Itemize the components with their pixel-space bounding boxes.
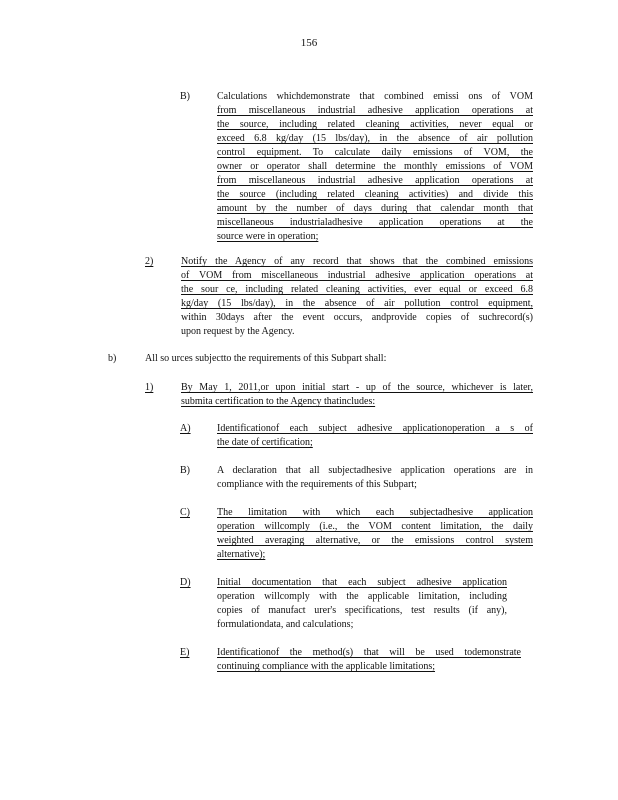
text-line: operation willcomply (i.e., the VOM content limitation, the daily <box>217 521 533 532</box>
text-line: weighted averaging alternative, or the emissions control system <box>217 535 533 546</box>
text-line: Initial documentation that each subject adhesive application <box>217 577 507 588</box>
text-line: A declaration that all subjectadhesive application operations are in <box>217 465 533 476</box>
text-line: within 30days after the event occurs, andprovide copies of suchrecord(s) <box>181 312 533 323</box>
item-label: C) <box>180 507 190 518</box>
text-line: the sour ce, including related cleaning activities, ever equal or exceed 6.8 <box>181 284 533 295</box>
text-line: submita certification to the Agency thatincludes: <box>181 396 376 407</box>
text-line: Identificationof each subject adhesive applicationoperation a s of <box>217 423 533 434</box>
text-line: source were in operation; <box>217 231 319 242</box>
text-line: Identificationof the method(s) that will be used todemonstrate <box>217 647 521 658</box>
item-text <box>217 90 533 244</box>
item-text <box>217 646 521 674</box>
text-line: the source, including related cleaning activities, never equal or <box>217 119 533 130</box>
text-line: By May 1, 2011,or upon initial start - up of the source, whichever is later, <box>181 382 533 393</box>
item-text <box>217 506 533 562</box>
item-label: E) <box>180 647 190 658</box>
item-label: b) <box>108 353 117 364</box>
text-line: formulationdata, and calculations; <box>217 619 354 630</box>
item-text <box>217 464 533 492</box>
text-line: miscellaneous industrialadhesive application operations at the <box>217 217 533 228</box>
text-line: from miscellaneous industrial adhesive application operations at <box>217 175 533 186</box>
item-label: A) <box>180 423 191 434</box>
text-line: continuing compliance with the applicable limitations; <box>217 661 436 672</box>
text-line: of VOM from miscellaneous industrial adhesive application operations at <box>181 270 533 281</box>
item-text <box>145 352 435 366</box>
item-label: D) <box>180 577 191 588</box>
text-line: the source (including related cleaning activities) and divide this <box>217 189 533 200</box>
text-line: upon request by the Agency. <box>181 326 295 337</box>
text-line: Calculations whichdemonstrate that combined emissi ons of VOM <box>217 91 533 102</box>
text-line: from miscellaneous industrial adhesive application operations at <box>217 105 533 116</box>
item-text <box>217 422 533 450</box>
item-text <box>181 255 533 339</box>
text-line: the date of certification; <box>217 437 313 448</box>
item-label: B) <box>180 465 190 476</box>
text-line: operation willcomply with the applicable limitation, including <box>217 591 507 602</box>
text-line: control equipment. To calculate daily emissions of VOM, the <box>217 147 533 158</box>
item-label: B) <box>180 91 190 102</box>
text-line: alternative); <box>217 549 266 560</box>
text-line: compliance with the requirements of this Subpart; <box>217 479 417 490</box>
text-line: amount by the number of days during that calendar month that <box>217 203 533 214</box>
item-label: 1) <box>145 382 154 393</box>
item-label: 2) <box>145 256 154 267</box>
item-text <box>217 576 507 632</box>
text-line: kg/day (15 lbs/day), in the absence of air pollution control equipment, <box>181 298 533 309</box>
page-number: 156 <box>300 37 318 49</box>
text-line: All so urces subjectto the requirements of this Subpart shall: <box>145 353 387 364</box>
text-line: owner or operator shall determine the monthly emissions of VOM <box>217 161 533 172</box>
text-line: copies of manufact urer's specifications, test results (if any), <box>217 605 507 616</box>
text-line: Notify the Agency of any record that shows that the combined emissions <box>181 256 533 267</box>
text-line: The limitation with which each subjectadhesive application <box>217 507 533 518</box>
text-line: exceed 6.8 kg/day (15 lbs/day), in the absence of air pollution <box>217 133 533 144</box>
item-text <box>181 381 533 409</box>
